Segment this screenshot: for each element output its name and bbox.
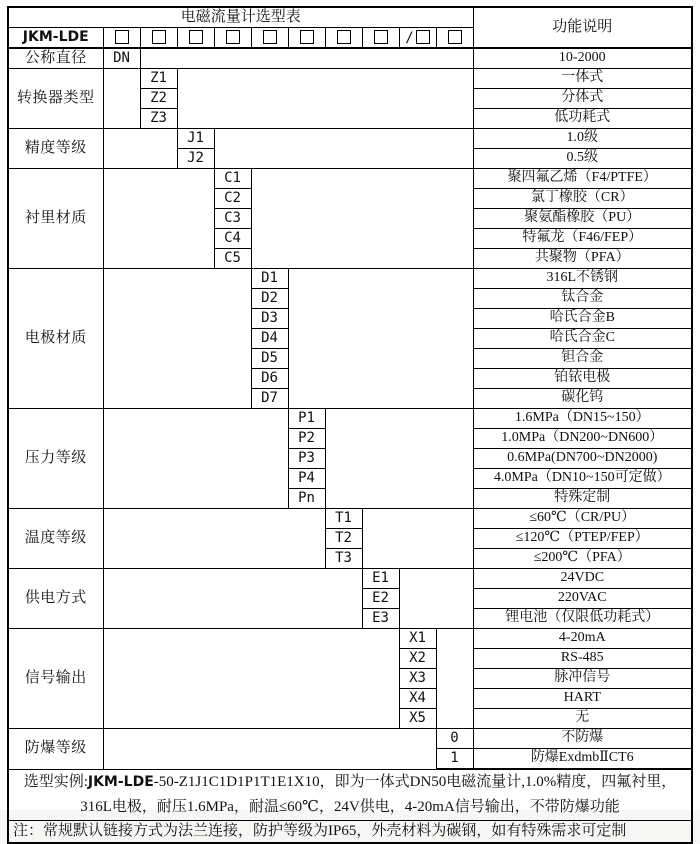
- desc-C1: 聚四氟乙烯（F4/PTFE）: [473, 169, 692, 189]
- empty-cell: [103, 129, 177, 169]
- desc-T1: ≤60℃（CR/PU）: [473, 509, 692, 529]
- example-model-code: JKM-LDE: [87, 774, 154, 790]
- checkbox-icon: [152, 30, 166, 44]
- code-D6: D6: [251, 369, 288, 389]
- checkbox-icon: [263, 30, 277, 44]
- code-D7: D7: [251, 389, 288, 409]
- model-digit-cell-7: [325, 28, 362, 49]
- group-label-explosion-proof: 防爆等级: [8, 729, 103, 770]
- code-X2: X2: [399, 649, 436, 669]
- checkbox-icon: [300, 30, 314, 44]
- desc-P4: 4.0MPa（DN10~150可定做）: [473, 469, 692, 489]
- code-P4: P4: [288, 469, 325, 489]
- code-C4: C4: [214, 229, 251, 249]
- example-rest: -50-Z1J1C1D1P1T1E1X10，即为一体式DN50电磁流量计,1.0%精度，四氟衬里，: [153, 774, 677, 790]
- empty-cell: [177, 69, 473, 129]
- empty-cell: [103, 729, 436, 770]
- desc-1: 防爆ExdmbⅡCT6: [473, 749, 692, 770]
- code-Pn: Pn: [288, 489, 325, 509]
- code-Z1: Z1: [140, 69, 177, 89]
- model-digit-cell-8: [362, 28, 399, 49]
- code-D2: D2: [251, 289, 288, 309]
- code-T2: T2: [325, 529, 362, 549]
- desc-J1: 1.0级: [473, 129, 692, 149]
- model-digit-cell-2: [140, 28, 177, 49]
- model-prefix-label: JKM-LDE: [8, 28, 103, 49]
- code-D4: D4: [251, 329, 288, 349]
- group-label-power-supply: 供电方式: [8, 569, 103, 629]
- empty-cell: [214, 129, 473, 169]
- desc-0: 不防爆: [473, 729, 692, 749]
- code-T3: T3: [325, 549, 362, 569]
- code-E3: E3: [362, 609, 399, 629]
- desc-E2: 220VAC: [473, 589, 692, 609]
- group-label-diameter: 公称直径: [8, 48, 103, 69]
- desc-Z2: 分体式: [473, 89, 692, 109]
- desc-X4: HART: [473, 689, 692, 709]
- empty-cell: [399, 569, 473, 629]
- code-C3: C3: [214, 209, 251, 229]
- desc-C5: 共聚物（PFA）: [473, 249, 692, 269]
- empty-cell: [103, 169, 214, 269]
- desc-P1: 1.6MPa（DN15~150）: [473, 409, 692, 429]
- model-digit-cell-6: [288, 28, 325, 49]
- desc-E1: 24VDC: [473, 569, 692, 589]
- desc-T2: ≤120℃（PTEP/FEP）: [473, 529, 692, 549]
- model-digit-cell-3: [177, 28, 214, 49]
- empty-cell: [103, 269, 251, 409]
- group-label-converter-type: 转换器类型: [8, 69, 103, 129]
- desc-D3: 哈氏合金B: [473, 309, 692, 329]
- selection-table: [7, 6, 693, 844]
- selection-example: [8, 769, 692, 821]
- function-column-header: 功能说明: [473, 7, 692, 48]
- checkbox-icon: [374, 30, 388, 44]
- checkbox-icon: [416, 30, 430, 44]
- empty-cell: [288, 269, 473, 409]
- desc-X5: 无: [473, 709, 692, 729]
- code-E2: E2: [362, 589, 399, 609]
- code-X3: X3: [399, 669, 436, 689]
- desc-C4: 特氟龙（F46/FEP）: [473, 229, 692, 249]
- code-X5: X5: [399, 709, 436, 729]
- desc-Pn: 特殊定制: [473, 489, 692, 509]
- code-1: 1: [436, 749, 473, 770]
- empty-cell: [325, 409, 473, 509]
- model-digit-cell-4: [214, 28, 251, 49]
- checkbox-icon: [189, 30, 203, 44]
- model-digit-cell-10: [436, 28, 473, 49]
- empty-cell: [103, 509, 325, 569]
- desc-D7: 碳化钨: [473, 389, 692, 409]
- checkbox-icon: [337, 30, 351, 44]
- desc-D6: 铂铱电极: [473, 369, 692, 389]
- empty-cell: [140, 48, 473, 69]
- code-J2: J2: [177, 149, 214, 169]
- empty-cell: [103, 629, 399, 729]
- code-P3: P3: [288, 449, 325, 469]
- group-label-pressure: 压力等级: [8, 409, 103, 509]
- code-Z2: Z2: [140, 89, 177, 109]
- code-X4: X4: [399, 689, 436, 709]
- desc-Z1: 一体式: [473, 69, 692, 89]
- empty-cell: [103, 569, 362, 629]
- code-E1: E1: [362, 569, 399, 589]
- empty-cell: [103, 409, 288, 509]
- code-C2: C2: [214, 189, 251, 209]
- code-D1: D1: [251, 269, 288, 289]
- code-DN: DN: [103, 48, 140, 69]
- desc-X1: 4-20mA: [473, 629, 692, 649]
- code-D3: D3: [251, 309, 288, 329]
- desc-J2: 0.5级: [473, 149, 692, 169]
- model-digit-cell-1: [103, 28, 140, 49]
- default-config-note: 注：常规默认链接方式为法兰连接，防护等级为IP65，外壳材料为碳钢，如有特殊需求可定制: [8, 821, 692, 844]
- code-P1: P1: [288, 409, 325, 429]
- model-digit-cell-9: [399, 28, 436, 49]
- checkbox-icon: [226, 30, 240, 44]
- table-title: 电磁流量计选型表: [8, 7, 473, 28]
- desc-D2: 钛合金: [473, 289, 692, 309]
- code-T1: T1: [325, 509, 362, 529]
- desc-E3: 锂电池（仅限低功耗式）: [473, 609, 692, 629]
- empty-cell: [103, 69, 140, 129]
- desc-X3: 脉冲信号: [473, 669, 692, 689]
- group-label-lining: 衬里材质: [8, 169, 103, 269]
- desc-C3: 聚氨酯橡胶（PU）: [473, 209, 692, 229]
- desc-Z3: 低功耗式: [473, 109, 692, 129]
- desc-DN: 10-2000: [473, 48, 692, 69]
- model-digit-cell-5: [251, 28, 288, 49]
- desc-D1: 316L不锈钢: [473, 269, 692, 289]
- slash-separator: /: [405, 29, 414, 46]
- code-C1: C1: [214, 169, 251, 189]
- example-line-1: [12, 770, 688, 795]
- code-C5: C5: [214, 249, 251, 269]
- empty-cell: [436, 629, 473, 729]
- desc-X2: RS-485: [473, 649, 692, 669]
- example-line-2: 316L电极，耐压1.6MPa，耐温≤60℃，24V供电，4-20mA信号输出，不带防爆功能: [80, 799, 620, 815]
- example-prefix: 选型实例:: [23, 774, 88, 790]
- desc-C2: 氯丁橡胶（CR）: [473, 189, 692, 209]
- code-Z3: Z3: [140, 109, 177, 129]
- group-label-accuracy: 精度等级: [8, 129, 103, 169]
- group-label-electrode: 电极材质: [8, 269, 103, 409]
- code-X1: X1: [399, 629, 436, 649]
- empty-cell: [251, 169, 473, 269]
- empty-cell: [362, 509, 473, 569]
- desc-P2: 1.0MPa（DN200~DN600）: [473, 429, 692, 449]
- desc-T3: ≤200℃（PFA）: [473, 549, 692, 569]
- code-J1: J1: [177, 129, 214, 149]
- code-0: 0: [436, 729, 473, 749]
- checkbox-icon: [448, 30, 462, 44]
- group-label-signal-output: 信号输出: [8, 629, 103, 729]
- code-P2: P2: [288, 429, 325, 449]
- code-D5: D5: [251, 349, 288, 369]
- desc-D5: 钽合金: [473, 349, 692, 369]
- checkbox-icon: [115, 30, 129, 44]
- group-label-temperature: 温度等级: [8, 509, 103, 569]
- desc-D4: 哈氏合金C: [473, 329, 692, 349]
- desc-P3: 0.6MPa(DN700~DN2000): [473, 449, 692, 469]
